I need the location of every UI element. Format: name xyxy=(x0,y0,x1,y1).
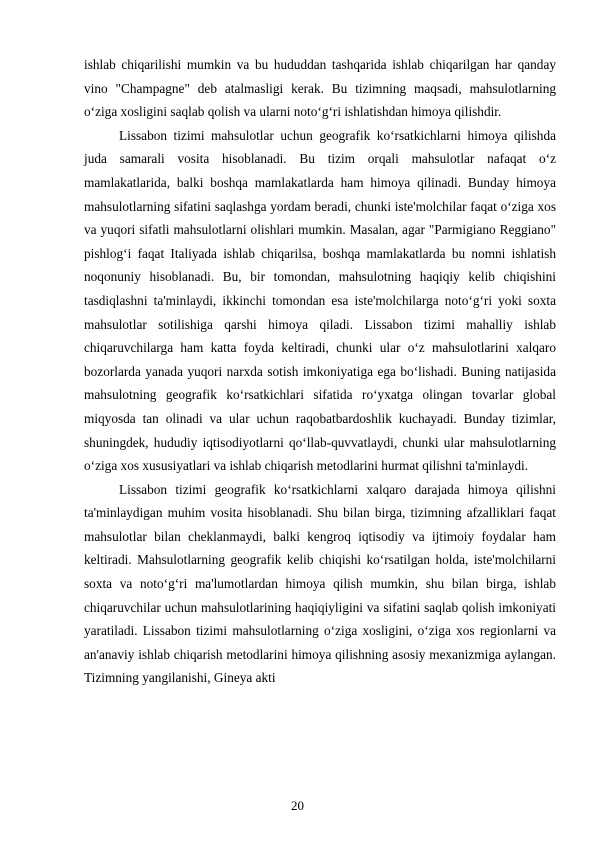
body-text xyxy=(84,53,556,690)
paragraph-lisbon-system-effectiveness: Lissabon tizimi mahsulotlar uchun geografik ko‘rsatkichlarni himoya qilishda juda samarali vosita hisoblanadi. Bu tizim orqali mahsulotlar nafaqat o‘z mamlakatlarida, balki boshqa mamlakatlarda ham himoya qilinadi. Bunday himoya mahsulotlarning sifatini saqlashga yordam beradi, chunki iste'molchilar faqat o‘ziga xos va yuqori sifatli mahsulotlarni olishlari mumkin. Masalan, agar "Parmigiano Reggiano" pishlog‘i faqat Italiyada ishlab chiqarilsa, boshqa mamlakatlarda bu nomni ishlatish noqonuniy hisoblanadi. Bu, bir tomondan, mahsulotning haqiqiy kelib chiqishini tasdiqlashni ta'minlaydi, ikkinchi tomondan esa iste'molchilarga noto‘g‘ri yoki soxta mahsulotlar sotilishiga qarshi himoya qiladi. Lissabon tizimi mahalliy ishlab chiqaruvchilarga ham katta foyda keltiradi, chunki ular o‘z mahsulotlarini xalqaro bozorlarda yanada yuqori narxda sotish imkoniyatiga ega bo‘lishadi. Buning natijasida mahsulotning geografik ko‘rsatkichlari sifatida ro‘yxatga olingan tovarlar global miqyosda tan olinadi va ular uchun raqobatbardoshlik kuchayadi. Bunday tizimlar, shuningdek, hududiy iqtisodiyotlarni qo‘llab-quvvatlaydi, chunki ular mahsulotlarning o‘ziga xos xususiyatlari va ishlab chiqarish metodlarini hurmat qilishni ta'minlaydi. xyxy=(84,127,556,474)
page-number: 20 xyxy=(291,798,304,813)
paragraph-lisbon-system-importance: Lissabon tizimi geografik ko‘rsatkichlarni xalqaro darajada himoya qilishni ta'minlaydigan muhim vosita hisoblanadi. Shu bilan birga, tizimning afzalliklari faqat mahsulotlar bilan cheklanmaydi, balki kengroq iqtisodiy va ijtimoiy foydalar ham keltiradi. Mahsulotlarning geografik kelib chiqishi ko‘rsatilgan holda, iste'molchilarni soxta va noto‘g‘ri ma'lumotlardan himoya qilish mumkin, shu bilan birga, ishlab chiqaruvchilar uchun mahsulotlarining haqiqiyligini va sifatini saqlab qolish imkoniyati yaratiladi. Lissabon tizimi mahsulotlarning o‘ziga xosligini, o‘ziga xos regionlarni va an'anaviy ishlab chiqarish metodlarini himoya qilishning asosiy mexanizmiga aylangan. Tizimning yangilanishi, Gineya akti xyxy=(84,481,556,686)
paragraph-continuation: ishlab chiqarilishi mumkin va bu hududdan tashqarida ishlab chiqarilgan har qanday vino "Champagne" deb atalmasligi kerak. Bu tizimning maqsadi, mahsulotlarning o‘ziga xosligini saqlab qolish va ularni noto‘g‘ri ishlatishdan himoya qilishdir. xyxy=(84,57,556,120)
